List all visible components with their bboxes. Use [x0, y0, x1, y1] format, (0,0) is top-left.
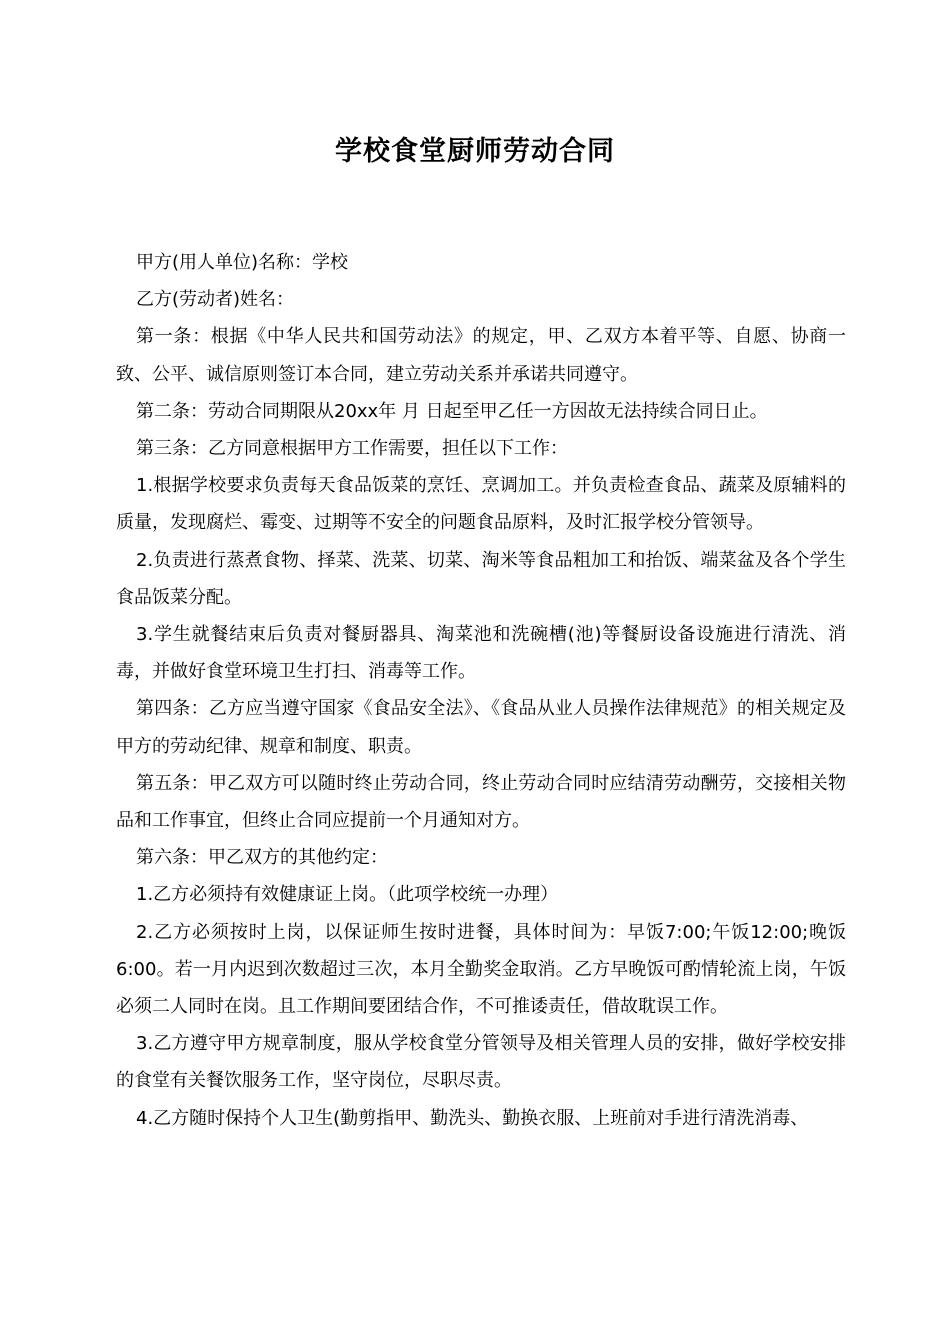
paragraph-article-5: 第五条：甲乙双方可以随时终止劳动合同，终止劳动合同时应结清劳动酬劳，交接相关物品和工作事宜，但终止合同应提前一个月通知对方。 — [116, 772, 846, 832]
paragraph-article-6-item-4: 4.乙方随时保持个人卫生(勤剪指甲、勤洗头、勤换衣服、上班前对手进行清洗消毒、 — [136, 1107, 809, 1129]
document-title: 学校食堂厨师劳动合同 — [335, 136, 615, 167]
paragraph-article-3: 第三条：乙方同意根据甲方工作需要，担任以下工作： — [136, 438, 568, 460]
document-body — [116, 244, 846, 1137]
paragraph-article-6: 第六条：甲乙双方的其他约定： — [136, 847, 388, 869]
paragraph-article-6-item-2: 2.乙方必须按时上岗，以保证师生按时进餐，具体时间为：早饭7:00;午饭12:00;晚饭6:00。若一月内迟到次数超过三次，本月全勤奖金取消。乙方早晚饭可酌情轮流上岗，午饭必须二人同时在岗。且工作期间要团结合作，不可推诿责任，借故耽误工作。 — [116, 921, 846, 1018]
paragraph-article-2: 第二条：劳动合同期限从20xx年 月 日起至甲乙任一方因故无法持续合同日止。 — [136, 400, 768, 422]
paragraph-party-b: 乙方(劳动者)姓名： — [136, 289, 295, 311]
paragraph-article-4: 第四条：乙方应当遵守国家《食品安全法》、《食品从业人员操作法律规范》的相关规定及甲方的劳动纪律、规章和制度、职责。 — [116, 698, 846, 757]
paragraph-article-6-item-3: 3.乙方遵守甲方规章制度，服从学校食堂分管领导及相关管理人员的安排，做好学校安排的食堂有关餐饮服务工作，坚守岗位，尽职尽责。 — [116, 1033, 846, 1092]
paragraph-article-3-item-2: 2.负责进行蒸煮食物、择菜、洗菜、切菜、淘米等食品粗加工和抬饭、端菜盆及各个学生食品饭菜分配。 — [116, 549, 846, 608]
paragraph-article-1: 第一条：根据《中华人民共和国劳动法》的规定，甲、乙双方本着平等、自愿、协商一致、公平、诚信原则签订本合同，建立劳动关系并承诺共同遵守。 — [116, 326, 846, 385]
paragraph-party-a: 甲方(用人单位)名称：学校 — [136, 252, 349, 273]
paragraph-article-6-item-1: 1.乙方必须持有效健康证上岗。（此项学校统一办理） — [136, 884, 559, 906]
paragraph-article-3-item-1: 1.根据学校要求负责每天食品饭菜的烹饪、烹调加工。并负责检查食品、蔬菜及原辅料的质量，发现腐烂、霉变、过期等不安全的问题食品原料，及时汇报学校分管领导。 — [116, 475, 846, 534]
paragraph-article-3-item-3: 3.学生就餐结束后负责对餐厨器具、淘菜池和洗碗槽(池)等餐厨设备设施进行清洗、消毒，并做好食堂环境卫生打扫、消毒等工作。 — [116, 624, 846, 683]
